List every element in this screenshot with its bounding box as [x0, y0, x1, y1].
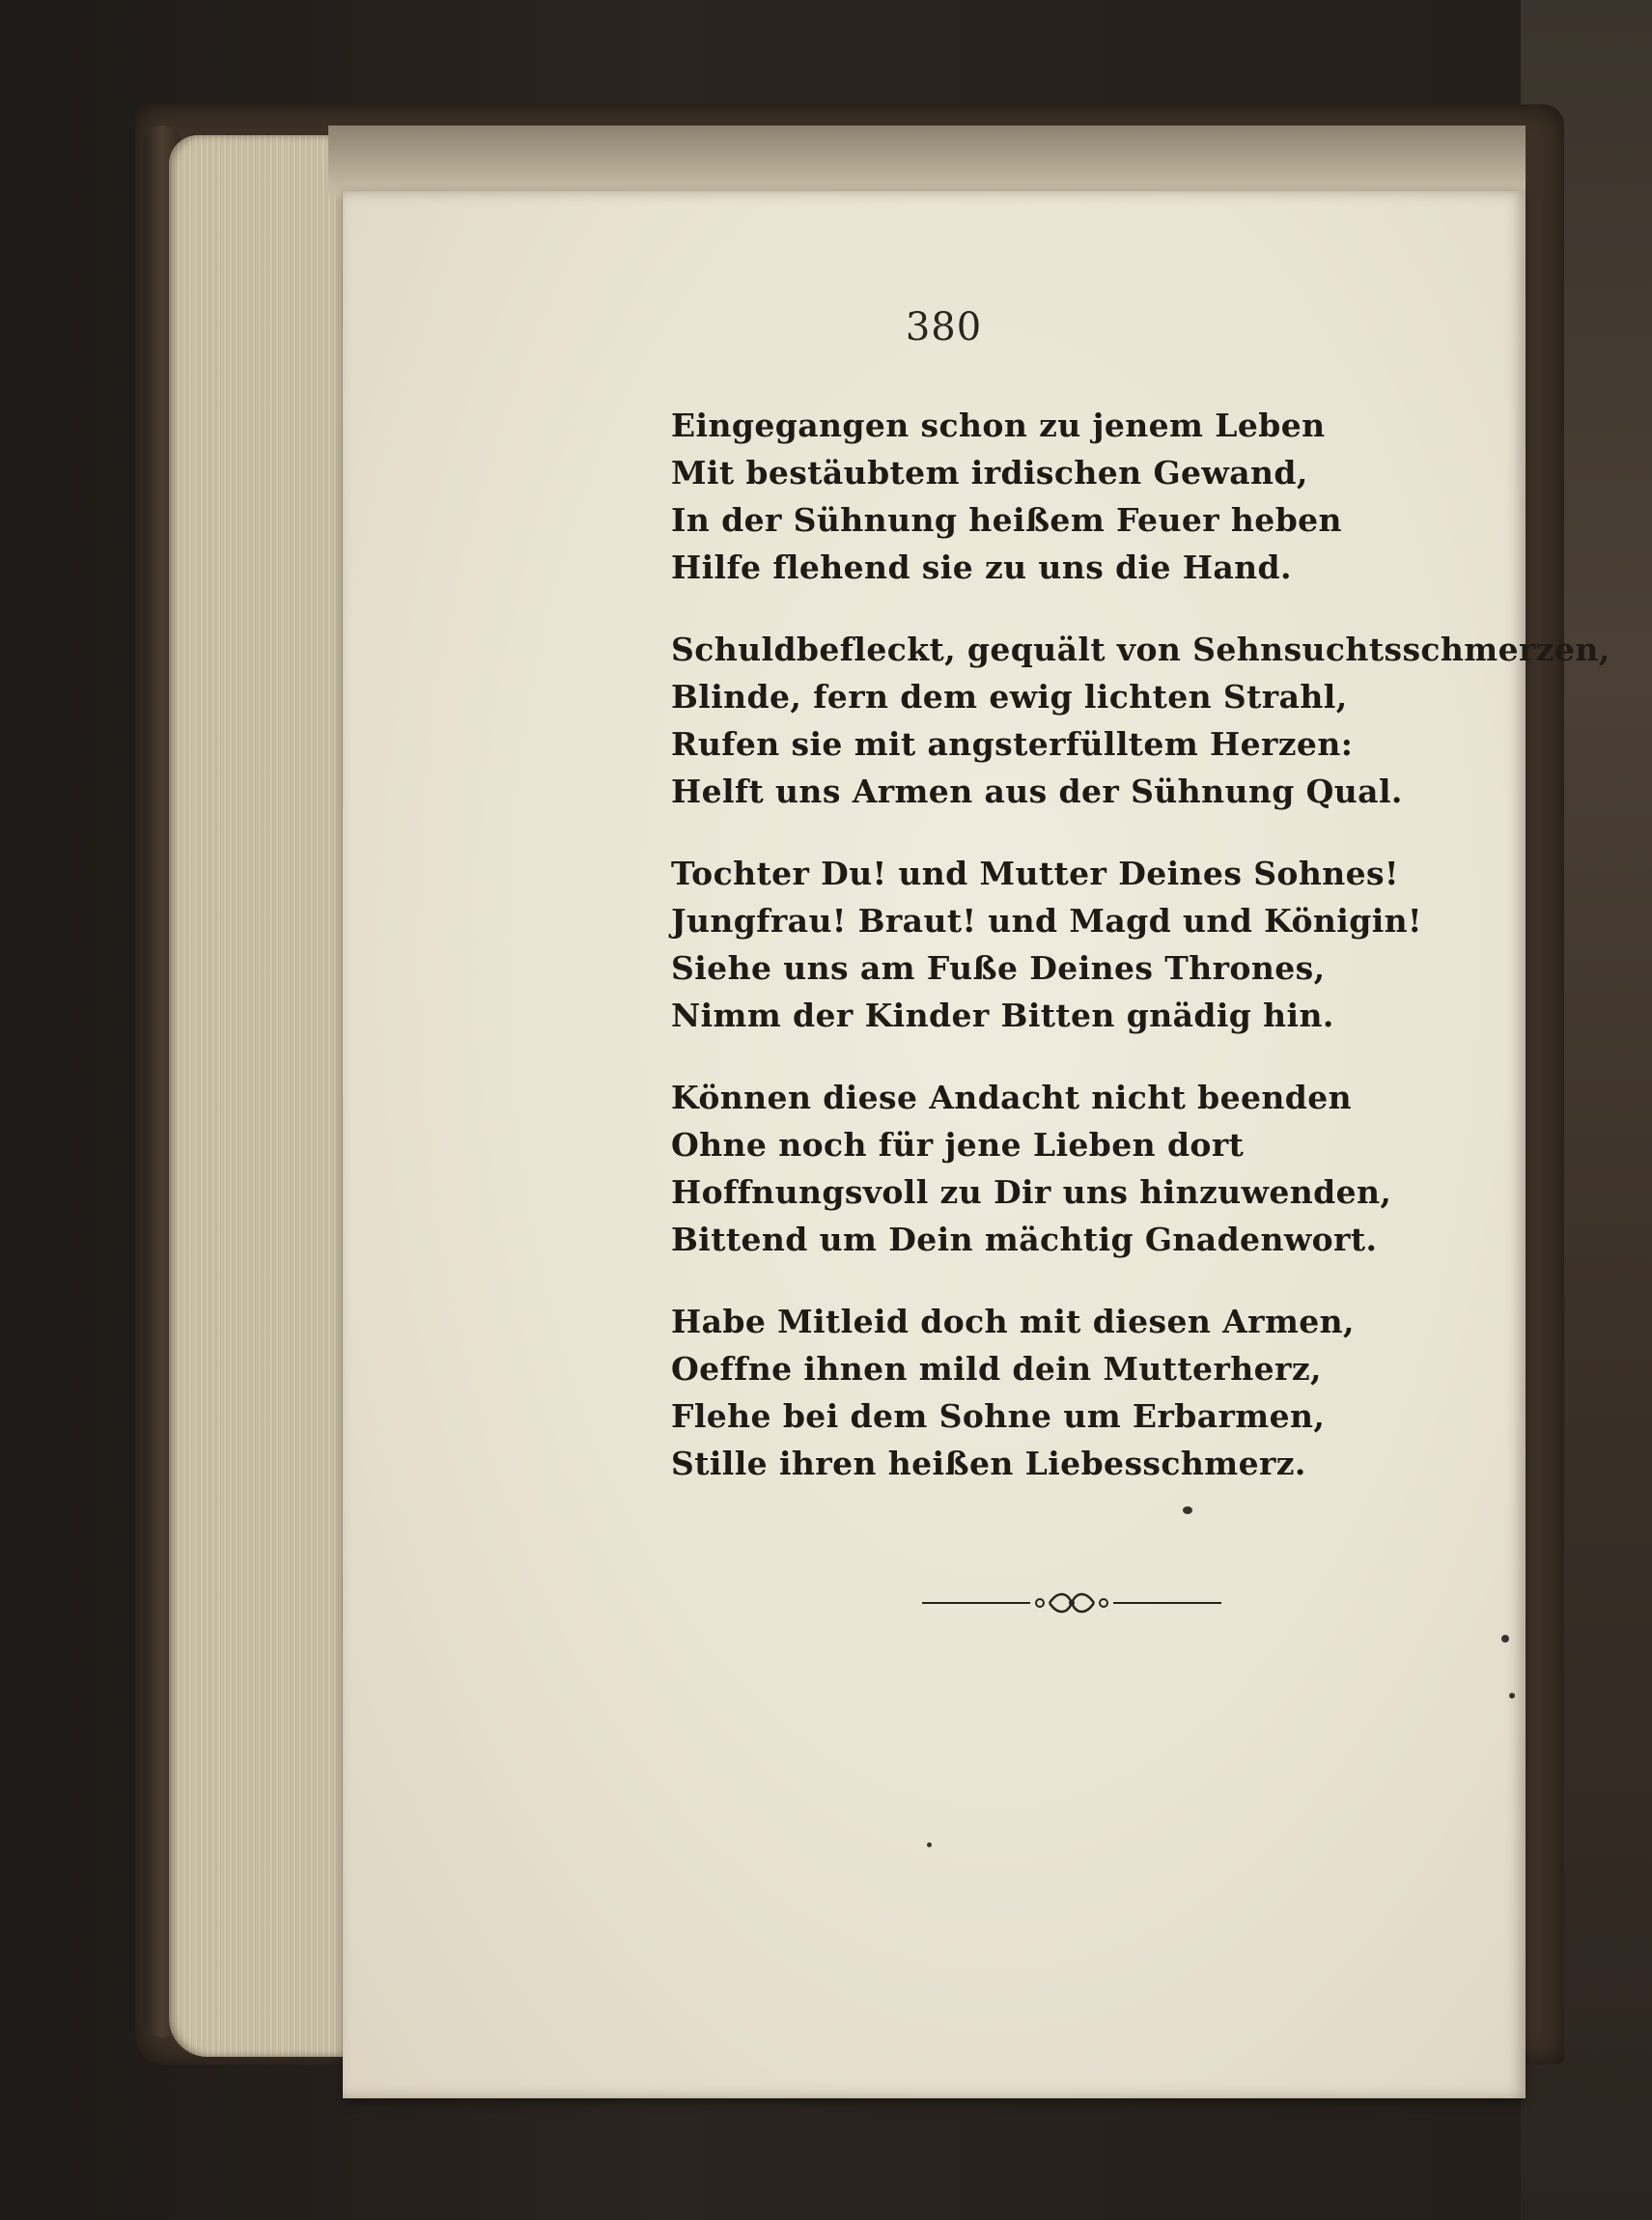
- verse-line: Hilfe flehend sie zu uns die Hand.: [671, 548, 1292, 586]
- verse-line: Rufen sie mit angsterfülltem Herzen:: [671, 725, 1354, 763]
- stanza-1: [671, 402, 1610, 591]
- verse-line: Schuldbefleckt, gequält von Sehnsuchtsschmerzen,: [671, 631, 1610, 668]
- verse-line: Bittend um Dein mächtig Gnadenwort.: [671, 1221, 1378, 1258]
- page-number: 380: [905, 305, 983, 350]
- stanza-3: [671, 850, 1610, 1039]
- verse-line: In der Sühnung heißem Feuer heben: [671, 501, 1342, 539]
- poem: [671, 402, 1610, 1522]
- verse-line: Stille ihren heißen Liebesschmerz.: [671, 1445, 1306, 1482]
- ink-speck: [1501, 1635, 1509, 1643]
- verse-line: Flehe bei dem Sohne um Erbarmen,: [671, 1397, 1326, 1435]
- verse-line: Habe Mitleid doch mit diesen Armen,: [671, 1303, 1355, 1340]
- verse-line: Blinde, fern dem ewig lichten Strahl,: [671, 678, 1348, 716]
- verse-line: Eingegangen schon zu jenem Leben: [671, 407, 1326, 444]
- stanza-4: [671, 1074, 1610, 1263]
- verse-line: Ohne noch für jene Lieben dort: [671, 1126, 1245, 1164]
- book-page: [343, 191, 1610, 2098]
- ink-speck: [927, 1842, 932, 1847]
- ornament-divider-icon: [922, 1589, 1221, 1616]
- verse-line: Tochter Du! und Mutter Deines Sohnes!: [671, 855, 1399, 892]
- verse-line: Siehe uns am Fuße Deines Thrones,: [671, 949, 1326, 987]
- verse-line: Hoffnungsvoll zu Dir uns hinzuwenden,: [671, 1173, 1392, 1211]
- verse-line: Jungfrau! Braut! und Magd und Königin!: [671, 902, 1422, 940]
- verse-line: Oeffne ihnen mild dein Mutterherz,: [671, 1350, 1322, 1388]
- page-edges: [169, 135, 362, 2057]
- stanza-2: [671, 626, 1610, 815]
- page-top-edge: [328, 126, 1526, 195]
- verse-line: Helft uns Armen aus der Sühnung Qual.: [671, 773, 1403, 810]
- verse-line: Nimm der Kinder Bitten gnädig hin.: [671, 997, 1334, 1034]
- ink-speck: [1509, 1693, 1515, 1699]
- verse-line: Mit bestäubtem irdischen Gewand,: [671, 454, 1308, 492]
- stanza-5: [671, 1298, 1610, 1487]
- ink-speck: [1183, 1506, 1192, 1514]
- verse-line: Können diese Andacht nicht beenden: [671, 1079, 1353, 1116]
